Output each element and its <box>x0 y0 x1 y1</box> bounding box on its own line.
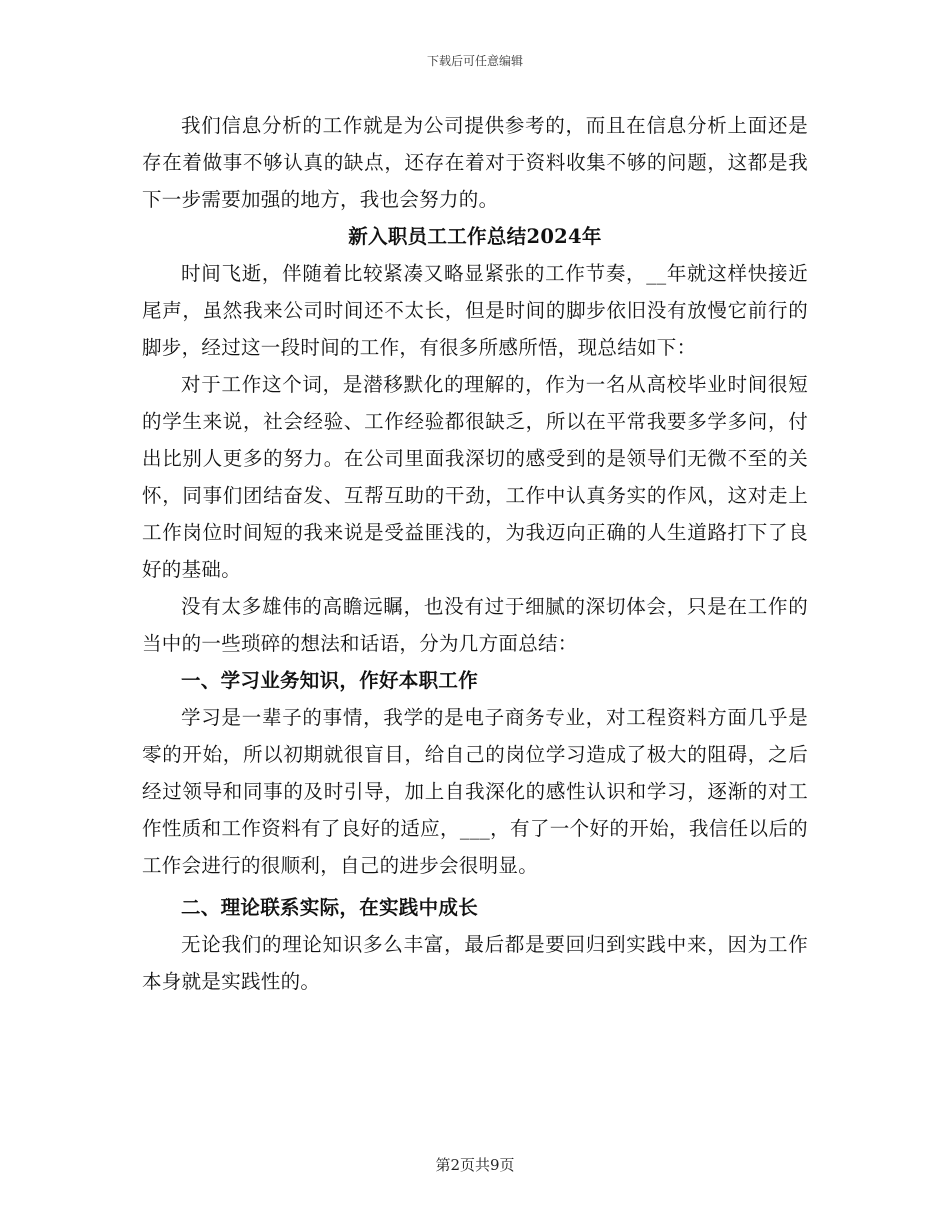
section-heading-2: 二、理论联系实际，在实践中成长 <box>181 896 479 919</box>
page-header: 下载后可任意编辑 <box>426 54 523 68</box>
paragraph-work-understanding: 对于工作这个词，是潜移默化的理解的，作为一名从高校毕业时间很短的学生来说，社会经验、工作经验都很缺乏，所以在平常我要多学多问，付出比别人更多的努力。在公司里面我深切的感受到的是领导们无微不至的关怀，同事们团结奋发、互帮互助的干劲，工作中认真务实的作风，这对走上工作岗位时间短的我来说是受益匪浅的，为我迈向正确的人生道路打下了良好的基础。 <box>142 373 808 581</box>
paragraph-intro: 时间飞逝，伴随着比较紧凑又略显紧张的工作节奏，__年就这样快接近尾声，虽然我来公司时间还不太长，但是时间的脚步依旧没有放慢它前行的脚步，经过这一段时间的工作，有很多所感所悟，现总结如下： <box>142 262 808 359</box>
paragraph-info-analysis: 我们信息分析的工作就是为公司提供参考的，而且在信息分析上面还是存在着做事不够认真的缺点，还存在着对于资料收集不够的问题，这都是我下一步需要加强的地方，我也会努力的。 <box>142 114 808 211</box>
document-body <box>142 107 808 1000</box>
paragraph-practice: 无论我们的理论知识多么丰富，最后都是要回归到实践中来，因为工作本身就是实践性的。 <box>142 933 808 993</box>
paragraph-summary-lead: 没有太多雄伟的高瞻远瞩，也没有过于细腻的深切体会，只是在工作的当中的一些琐碎的想法和话语，分为几方面总结： <box>142 595 808 655</box>
page-footer: 第2页共9页 <box>435 1156 515 1174</box>
paragraph-learning: 学习是一辈子的事情，我学的是电子商务专业，对工程资料方面几乎是零的开始，所以初期就很盲目，给自己的岗位学习造成了极大的阻碍，之后经过领导和同事的及时引导，加上自我深化的感性认识和学习，逐渐的对工作性质和工作资料有了良好的适应，___，有了一个好的开始，我信任以后的工作会进行的很顺利，自己的进步会很明显。 <box>142 706 808 877</box>
document-title: 新入职员工工作总结2024年 <box>348 225 602 248</box>
section-heading-1: 一、学习业务知识，作好本职工作 <box>181 669 479 692</box>
